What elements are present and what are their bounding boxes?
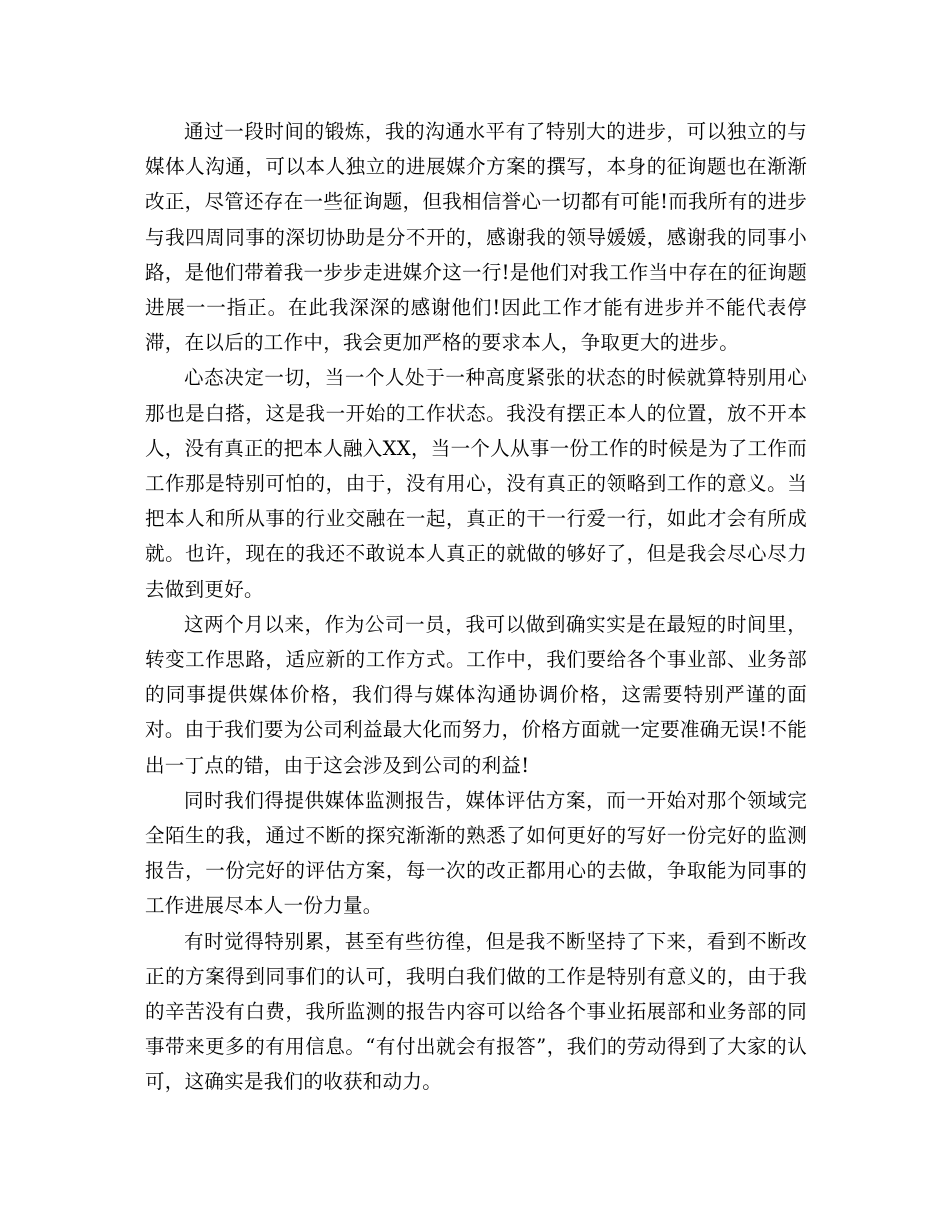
paragraph-2: 心态决定一切，当一个人处于一种高度紧张的状态的时候就算特别用心那也是白搭，这是我一开始的工作状态。我没有摆正本人的位置，放不开本人，没有真正的把本人融入XX，当一个人从事一份工作的时候是为了工作而工作那是特别可怕的，由于，没有用心，没有真正的领略到工作的意义。当把本人和所从事的行业交融在一起，真正的干一行爱一行，如此才会有所成就。也许，现在的我还不敢说本人真正的就做的够好了，但是我会尽心尽力去做到更好。 (145, 366, 807, 601)
paragraph-4: 同时我们得提供媒体监测报告，媒体评估方案，而一开始对那个领域完全陌生的我，通过不断的探究渐渐的熟悉了如何更好的写好一份完好的监测报告，一份完好的评估方案，每一次的改正都用心的去做，争取能为同事的工作进展尽本人一份力量。 (145, 788, 807, 918)
paragraph-3: 这两个月以来，作为公司一员，我可以做到确实实是在最短的时间里，转变工作思路，适应新的工作方式。工作中，我们要给各个事业部、业务部的同事提供媒体价格，我们得与媒体沟通协调价格，这需要特别严谨的面对。由于我们要为公司利益最大化而努力，价格方面就一定要准确无误!不能出一丁点的错，由于这会涉及到公司的利益! (145, 612, 807, 777)
paragraph-1: 通过一段时间的锻炼，我的沟通水平有了特别大的进步，可以独立的与媒体人沟通，可以本人独立的进展媒介方案的撰写，本身的征询题也在渐渐改正，尽管还存在一些征询题，但我相信誉心一切都有可能!而我所有的进步与我四周同事的深切协助是分不开的，感谢我的领导媛媛，感谢我的同事小路，是他们带着我一步步走进媒介这一行!是他们对我工作当中存在的征询题进展一一指正。在此我深深的感谢他们!因此工作才能有进步并不能代表停滞，在以后的工作中，我会更加严格的要求本人，争取更大的进步。 (145, 120, 807, 355)
paragraph-5: 有时觉得特别累，甚至有些彷徨，但是我不断坚持了下来，看到不断改正的方案得到同事们的认可，我明白我们做的工作是特别有意义的，由于我的辛苦没有白费，我所监测的报告内容可以给各个事业拓展部和业务部的同事带来更多的有用信息。“有付出就会有报答”，我们的劳动得到了大家的认可，这确实是我们的收获和动力。 (145, 929, 807, 1094)
document-body (145, 114, 807, 1100)
